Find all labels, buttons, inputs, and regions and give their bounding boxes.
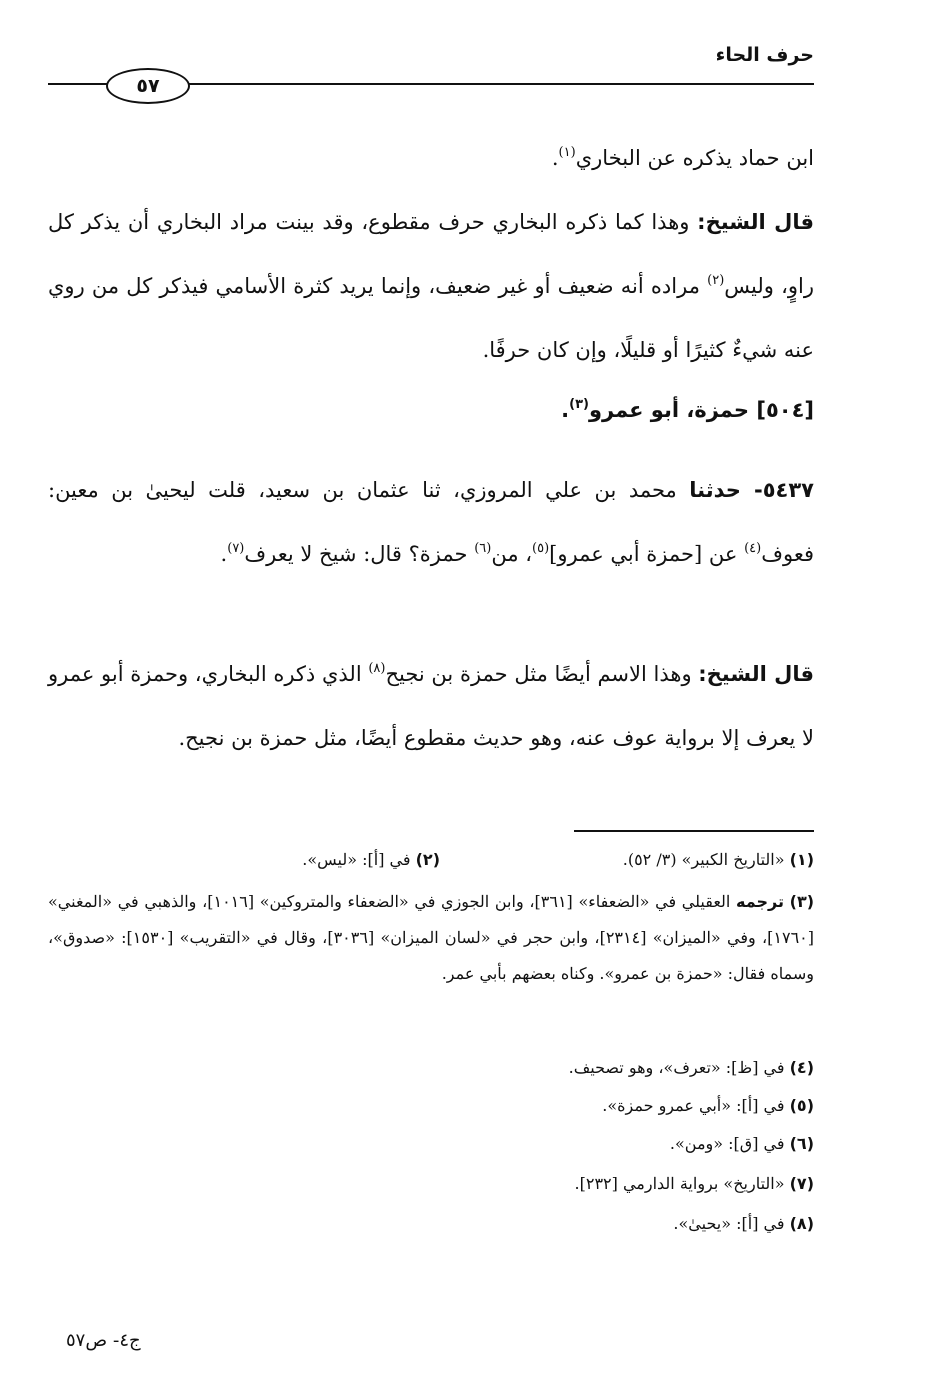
entry-heading: [٥٠٤] حمزة، أبو عمرو$^{(٣)}$. xyxy=(561,396,814,422)
speaker-label: قال الشيخ: xyxy=(698,662,814,686)
footnote-ref: (٧) xyxy=(227,540,245,556)
paragraph-sheikh-comment xyxy=(48,190,814,382)
paragraph-text: حمزة؟ قال: شيخ لا يعرف xyxy=(244,542,475,566)
paragraph-text: عن [حمزة أبي عمرو] xyxy=(549,542,745,566)
footnote-label: ترجمه xyxy=(736,892,784,911)
paragraph-sheikh-comment-2 xyxy=(48,642,814,770)
footnote-ref: (٢) xyxy=(707,272,725,288)
entry-heading-text: [٥٠٤] حمزة، أبو عمرو xyxy=(588,398,814,422)
running-header-title: حرف الحاء xyxy=(715,44,814,66)
footnote-text: في [أ]: «يحيىٰ». xyxy=(673,1214,785,1233)
footnote-1 xyxy=(500,842,814,878)
footnote-text: في [ق]: «ومن». xyxy=(669,1134,785,1153)
footnote-number: (٨) xyxy=(789,1214,814,1233)
footnote-separator xyxy=(574,830,814,832)
paragraph-text: ابن حماد يذكره عن البخاري xyxy=(575,146,814,170)
footnote-text: في [أ]: «أبي عمرو حمزة». xyxy=(602,1096,785,1115)
volume-page-reference: ج٤- ص٥٧ xyxy=(66,1330,141,1351)
paragraph-text: وهذا كما ذكره البخاري حرف مقطوع، وقد بينت مراد البخاري أن يذكر كل راوٍ، وليس xyxy=(48,210,814,298)
paragraph-text: محمد بن علي المروزي، ثنا عثمان بن سعيد، قلت ليحيىٰ بن معين: فعوف xyxy=(48,478,814,566)
paragraph-text: وهذا الاسم أيضًا مثل حمزة بن نجيح xyxy=(385,662,699,686)
footnote-ref: (٤) xyxy=(744,540,762,556)
narration-number: ٥٤٣٧- xyxy=(740,478,814,502)
footnote-6 xyxy=(48,1126,814,1162)
footnote-ref: (١) xyxy=(558,144,576,160)
footnote-number: (١) xyxy=(789,850,814,869)
paragraph-narration: ٥٤٣٧- حدثنا محمد بن علي المروزي، ثنا عثمان بن سعيد، قلت ليحيىٰ بن معين: فعوف$^{(٤)}$ عن [حمزة أبي عمرو]$^{(٥)}$، من$^{(٦)}$ حمزة؟ قال: شيخ لا يعرف$^{(٧)}$. xyxy=(48,478,814,566)
footnote-7 xyxy=(48,1166,814,1202)
footnote-number: (٣) xyxy=(789,892,815,911)
footnote-number: (٦) xyxy=(789,1134,814,1153)
footnote-8 xyxy=(48,1206,814,1242)
page-number-badge: ٥٧ xyxy=(106,68,190,104)
footnote-ref: (٣) xyxy=(569,396,589,412)
footnote-number: (٢) xyxy=(415,850,440,869)
paragraph-text: الذي ذكره البخاري، وحمزة أبو عمرو لا يعرف إلا برواية عوف عنه، وهو حديث مقطوع أيضًا، مثل حمزة بن نجيح. xyxy=(47,662,814,750)
footnote-ref: (٨) xyxy=(368,660,386,676)
footnote-text: «التاريخ» برواية الدارمي [٢٣٢]. xyxy=(574,1174,785,1193)
footnote-3 xyxy=(48,884,814,992)
footnote-text: العقيلي في «الضعفاء» [٣٦١]، وابن الجوزي في «الضعفاء والمتروكين» [١٠١٦]، والذهبي في «المغني» [١٧٦٠]، وفي «الميزان» [٢٣١٤]، وابن حجر في «لسان الميزان» [٣٠٣٦]، وقال في «التقريب» [١٥٣٠]: «صدوق»، وسماه فقال: «حمزة بن عمرو». وكناه بعضهم بأبي عمر. xyxy=(48,892,814,983)
narration-label: حدثنا xyxy=(689,478,741,502)
footnote-number: (٤) xyxy=(789,1058,814,1077)
footnote-4 xyxy=(48,1050,814,1086)
footnote-text: في [ظ]: «تعرف»، وهو تصحيف. xyxy=(568,1058,785,1077)
footnote-number: (٥) xyxy=(789,1096,814,1115)
paragraph-continuation: ابن حماد يذكره عن البخاري$^{(١)}$. xyxy=(551,144,814,170)
footnote-ref: (٥) xyxy=(532,540,550,556)
footnote-text: في [أ]: «ليس». xyxy=(302,850,411,869)
footnote-ref: (٦) xyxy=(474,540,492,556)
footnote-text: «التاريخ الكبير» (٣/ ٥٢). xyxy=(622,850,785,869)
paragraph-text: ، من xyxy=(491,542,533,566)
paragraph-text: مراده أنه ضعيف أو غير ضعيف، وإنما يريد كثرة الأسامي فيذكر كل من روي عنه شيءٌ كثيرًا أو قليلًا، وإن كان حرفًا. xyxy=(48,274,814,362)
footnote-5 xyxy=(48,1088,814,1124)
footnote-2 xyxy=(200,842,440,878)
speaker-label: قال الشيخ: xyxy=(697,210,814,234)
footnote-number: (٧) xyxy=(789,1174,814,1193)
